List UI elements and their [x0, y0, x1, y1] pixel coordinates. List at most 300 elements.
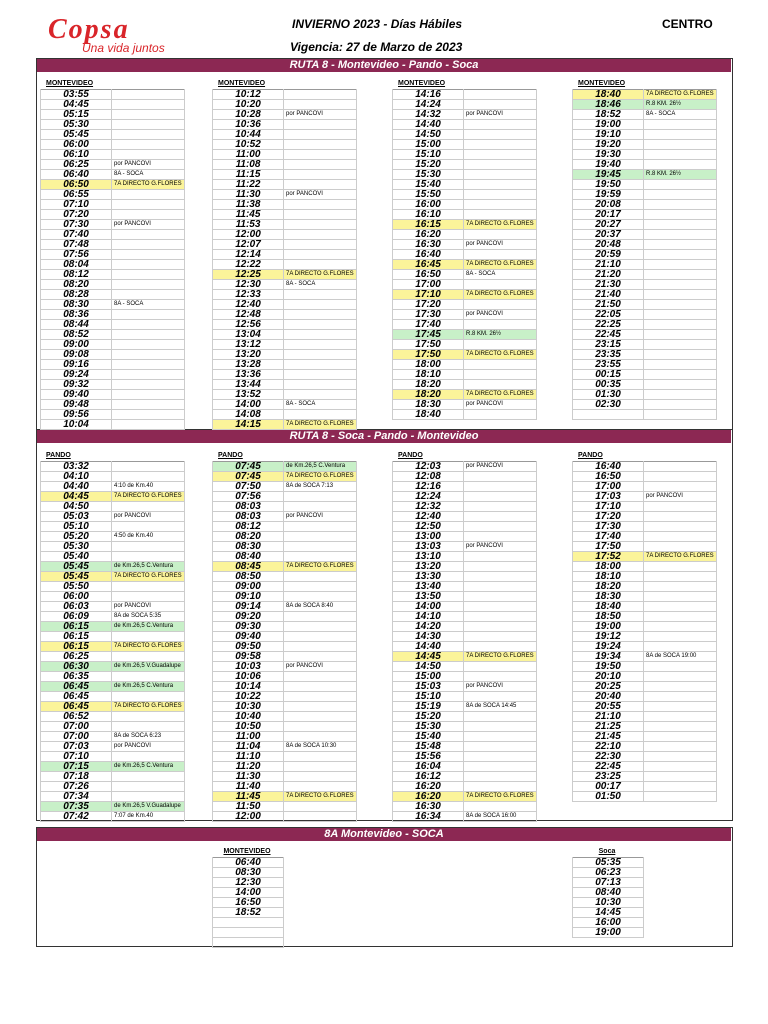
table-row: [213, 692, 357, 702]
departure-note: [464, 130, 537, 140]
table-row: [393, 552, 537, 562]
table-row: [213, 482, 357, 492]
table-row: [213, 908, 284, 918]
departure-time: 03:55: [41, 90, 112, 100]
table-row: [213, 812, 357, 822]
departure-time: 12:40: [393, 512, 464, 522]
departure-note: [112, 582, 185, 592]
departure-time: 13:44: [213, 380, 284, 390]
table-row: [41, 662, 185, 672]
departure-note: [284, 380, 357, 390]
departure-note: [284, 390, 357, 400]
table-row: [41, 220, 185, 230]
departure-note: [284, 150, 357, 160]
departure-note: [464, 762, 537, 772]
departure-note: [464, 210, 537, 220]
departure-time: 10:22: [213, 692, 284, 702]
timetable-column: [40, 79, 185, 430]
table-row: [393, 782, 537, 792]
table-row: [213, 792, 357, 802]
departure-note: [644, 622, 717, 632]
departure-note: por PANCOVI: [284, 512, 357, 522]
departure-note: [112, 380, 185, 390]
timetable: [212, 89, 357, 430]
departure-time: 09:30: [213, 622, 284, 632]
departure-note: [464, 742, 537, 752]
timetable: [392, 461, 537, 822]
departure-note: [112, 140, 185, 150]
table-row: [213, 898, 284, 908]
departure-time: 13:40: [393, 582, 464, 592]
table-row: [393, 712, 537, 722]
table-row: [41, 762, 185, 772]
departure-note: [284, 90, 357, 100]
table-row: [41, 340, 185, 350]
table-row: [573, 150, 717, 160]
departure-note: [464, 150, 537, 160]
table-row: [213, 732, 357, 742]
table-row: [41, 240, 185, 250]
departure-time: 12:50: [393, 522, 464, 532]
departure-time: 18:20: [573, 582, 644, 592]
departure-note: [644, 150, 717, 160]
departure-note: [284, 762, 357, 772]
departure-time: 08:28: [41, 290, 112, 300]
departure-note: [464, 120, 537, 130]
departure-time: 10:36: [213, 120, 284, 130]
timetable-column: [212, 451, 357, 822]
departure-time: 14:50: [393, 130, 464, 140]
column-header: MONTEVIDEO: [46, 80, 94, 87]
departure-time: 14:15: [213, 420, 284, 430]
table-row: [41, 682, 185, 692]
departure-time: 17:30: [393, 310, 464, 320]
departure-note: [284, 692, 357, 702]
departure-note: [284, 180, 357, 190]
departure-note: [644, 672, 717, 682]
departure-time: 14:08: [213, 410, 284, 420]
departure-time: 11:50: [213, 802, 284, 812]
departure-note: [284, 542, 357, 552]
table-row: [213, 462, 357, 472]
departure-note: 7A DIRECTO G.FLORES: [284, 792, 357, 802]
table-row: [573, 712, 717, 722]
departure-note: 8A - SOCA: [112, 170, 185, 180]
departure-note: [284, 260, 357, 270]
table-row: [393, 240, 537, 250]
departure-time: 05:45: [41, 562, 112, 572]
table-row: [573, 340, 717, 350]
table-row: [393, 772, 537, 782]
departure-note: de Km.26,5 C.Ventura: [112, 682, 185, 692]
table-row: [41, 380, 185, 390]
table-row: [213, 858, 284, 868]
table-row: [573, 400, 717, 410]
departure-note: [644, 210, 717, 220]
departure-time: 13:52: [213, 390, 284, 400]
departure-note: [284, 682, 357, 692]
table-row: [393, 602, 537, 612]
departure-time: 09:24: [41, 370, 112, 380]
table-row: [213, 320, 357, 330]
departure-time: 14:30: [393, 632, 464, 642]
table-row: [573, 110, 717, 120]
timetable-column: [572, 79, 717, 420]
departure-note: [284, 200, 357, 210]
table-row: [41, 400, 185, 410]
table-row: [393, 300, 537, 310]
departure-time: 16:00: [393, 200, 464, 210]
departure-time: 12:40: [213, 300, 284, 310]
table-row: [213, 180, 357, 190]
table-row: [41, 320, 185, 330]
departure-time: 07:00: [41, 732, 112, 742]
departure-time: 08:04: [41, 260, 112, 270]
departure-note: por PANCOVI: [464, 310, 537, 320]
departure-time: 14:00: [213, 400, 284, 410]
departure-note: [644, 180, 717, 190]
table-row: [213, 330, 357, 340]
departure-time: 18:52: [573, 110, 644, 120]
departure-time: 13:04: [213, 330, 284, 340]
table-row: [213, 110, 357, 120]
departure-time: 21:45: [573, 732, 644, 742]
departure-time: 07:10: [41, 200, 112, 210]
logo-tagline: Una vida juntos: [82, 41, 165, 55]
departure-time: 18:40: [393, 410, 464, 420]
departure-note: 4:10 de Km.40: [112, 482, 185, 492]
departure-note: [284, 582, 357, 592]
departure-time: 08:03: [213, 512, 284, 522]
table-row: [41, 572, 185, 582]
table-row: [573, 390, 717, 400]
departure-time: 23:15: [573, 340, 644, 350]
departure-time: 12:32: [393, 502, 464, 512]
departure-time: 07:26: [41, 782, 112, 792]
departure-note: [112, 370, 185, 380]
departure-note: [112, 420, 185, 430]
departure-note: R.8 KM. 26½: [644, 170, 717, 180]
departure-note: [284, 672, 357, 682]
departure-time: 18:20: [393, 380, 464, 390]
table-row: [41, 522, 185, 532]
table-row: [213, 918, 284, 928]
departure-note: [112, 280, 185, 290]
table-row: [213, 802, 357, 812]
departure-time: 04:10: [41, 472, 112, 482]
departure-note: 8A - SOCA: [284, 280, 357, 290]
table-row: [213, 170, 357, 180]
table-row: [41, 350, 185, 360]
table-row: [393, 592, 537, 602]
table-row: [41, 290, 185, 300]
departure-note: [284, 552, 357, 562]
departure-time: 05:35: [573, 858, 644, 868]
table-row: [573, 858, 644, 868]
departure-note: 7A DIRECTO G.FLORES: [112, 492, 185, 502]
departure-time: 19:00: [573, 622, 644, 632]
departure-time: 09:00: [213, 582, 284, 592]
departure-note: de Km.26,5 C.Ventura: [284, 462, 357, 472]
table-row: [393, 130, 537, 140]
departure-time: 13:36: [213, 370, 284, 380]
departure-note: [112, 290, 185, 300]
table-row: [573, 220, 717, 230]
table-row: [41, 230, 185, 240]
departure-note: [464, 502, 537, 512]
departure-time: 19:12: [573, 632, 644, 642]
departure-time: 16:50: [573, 472, 644, 482]
departure-note: [112, 200, 185, 210]
departure-note: por PANCOVI: [284, 662, 357, 672]
table-row: [393, 532, 537, 542]
departure-note: [464, 622, 537, 632]
departure-note: [464, 100, 537, 110]
table-row: [393, 522, 537, 532]
departure-note: [284, 220, 357, 230]
departure-time: 18:30: [573, 592, 644, 602]
departure-note: [644, 472, 717, 482]
departure-time: 07:56: [41, 250, 112, 260]
departure-time: 19:34: [573, 652, 644, 662]
departure-time: 16:34: [393, 812, 464, 822]
departure-note: 4:50 de Km.40: [112, 532, 185, 542]
table-row: [393, 722, 537, 732]
table-row: [573, 868, 644, 878]
departure-time: 06:03: [41, 602, 112, 612]
departure-time: 04:50: [41, 502, 112, 512]
departure-note: [464, 612, 537, 622]
departure-time: 19:45: [573, 170, 644, 180]
departure-note: 8A de SOCA 10:30: [284, 742, 357, 752]
departure-note: [112, 672, 185, 682]
departure-note: [644, 782, 717, 792]
departure-note: [284, 712, 357, 722]
departure-note: [284, 502, 357, 512]
departure-note: [284, 592, 357, 602]
timetable-column: [212, 847, 284, 948]
departure-note: [644, 370, 717, 380]
table-row: [573, 672, 717, 682]
departure-time: 21:50: [573, 300, 644, 310]
departure-time: [573, 410, 644, 420]
departure-note: [644, 310, 717, 320]
section-title-3: 8A Montevideo - SOCA: [37, 828, 731, 841]
table-row: [393, 672, 537, 682]
departure-note: por PANCOVI: [464, 462, 537, 472]
departure-note: [284, 170, 357, 180]
departure-time: 11:22: [213, 180, 284, 190]
table-row: [573, 320, 717, 330]
departure-note: [112, 472, 185, 482]
column-header: PANDO: [578, 452, 603, 459]
table-row: [41, 130, 185, 140]
departure-time: 19:00: [573, 120, 644, 130]
table-row: [573, 918, 644, 928]
departure-time: 18:20: [393, 390, 464, 400]
departure-time: 21:25: [573, 722, 644, 732]
table-row: [41, 502, 185, 512]
table-row: [41, 462, 185, 472]
table-row: [573, 582, 717, 592]
departure-note: [112, 260, 185, 270]
table-row: [41, 260, 185, 270]
timetable-column: [572, 451, 717, 802]
departure-time: 19:50: [573, 180, 644, 190]
table-row: [393, 732, 537, 742]
departure-time: 07:18: [41, 772, 112, 782]
departure-time: 21:40: [573, 290, 644, 300]
departure-note: [112, 360, 185, 370]
departure-time: 09:08: [41, 350, 112, 360]
departure-time: 07:15: [41, 762, 112, 772]
table-row: [213, 642, 357, 652]
departure-note: por PANCOVI: [284, 110, 357, 120]
table-row: [393, 230, 537, 240]
section-title-2: RUTA 8 - Soca - Pando - Montevideo: [37, 430, 731, 443]
table-row: [573, 732, 717, 742]
departure-time: 04:45: [41, 100, 112, 110]
departure-note: [284, 642, 357, 652]
departure-note: 8A de SOCA 19:00: [644, 652, 717, 662]
departure-note: [644, 200, 717, 210]
departure-note: [464, 300, 537, 310]
table-row: [573, 330, 717, 340]
table-row: [393, 100, 537, 110]
departure-note: [644, 140, 717, 150]
departure-note: [284, 250, 357, 260]
departure-note: 7A DIRECTO G.FLORES: [464, 260, 537, 270]
departure-note: [644, 340, 717, 350]
departure-note: por PANCOVI: [112, 742, 185, 752]
table-row: [213, 602, 357, 612]
departure-time: 08:45: [213, 562, 284, 572]
departure-note: 7A DIRECTO G.FLORES: [284, 472, 357, 482]
departure-note: [112, 320, 185, 330]
departure-note: [112, 462, 185, 472]
table-row: [393, 260, 537, 270]
table-row: [213, 672, 357, 682]
departure-note: [464, 522, 537, 532]
table-row: [573, 662, 717, 672]
departure-time: 13:10: [393, 552, 464, 562]
table-row: [393, 462, 537, 472]
table-row: [573, 350, 717, 360]
departure-note: [112, 90, 185, 100]
departure-note: 7A DIRECTO G.FLORES: [112, 180, 185, 190]
departure-time: 18:52: [213, 908, 284, 918]
table-row: [393, 752, 537, 762]
departure-note: [112, 632, 185, 642]
departure-note: [464, 802, 537, 812]
table-row: [573, 180, 717, 190]
departure-time: 16:10: [393, 210, 464, 220]
table-row: [213, 582, 357, 592]
departure-time: 07:45: [213, 462, 284, 472]
departure-time: 09:40: [213, 632, 284, 642]
departure-note: [464, 592, 537, 602]
departure-note: R.8 KM. 26½: [644, 100, 717, 110]
departure-time: 21:10: [573, 712, 644, 722]
departure-time: 17:10: [393, 290, 464, 300]
departure-time: 17:30: [573, 522, 644, 532]
table-row: [573, 722, 717, 732]
departure-time: 13:12: [213, 340, 284, 350]
zone-label: CENTRO: [662, 17, 713, 31]
departure-time: 08:36: [41, 310, 112, 320]
departure-time: 20:55: [573, 702, 644, 712]
departure-time: 07:42: [41, 812, 112, 822]
table-row: [41, 120, 185, 130]
departure-note: [644, 512, 717, 522]
departure-time: 07:50: [213, 482, 284, 492]
departure-time: 12:48: [213, 310, 284, 320]
departure-note: [644, 662, 717, 672]
departure-time: 18:00: [573, 562, 644, 572]
departure-time: 07:56: [213, 492, 284, 502]
departure-time: 17:45: [393, 330, 464, 340]
table-row: [393, 692, 537, 702]
table-row: [41, 492, 185, 502]
departure-note: [464, 552, 537, 562]
departure-time: 11:30: [213, 772, 284, 782]
departure-time: 08:30: [213, 542, 284, 552]
table-row: [41, 310, 185, 320]
table-row: [573, 250, 717, 260]
table-row: [213, 160, 357, 170]
table-row: [573, 190, 717, 200]
departure-note: [464, 492, 537, 502]
departure-time: 09:50: [213, 642, 284, 652]
table-row: [41, 210, 185, 220]
departure-note: [464, 90, 537, 100]
departure-time: 09:16: [41, 360, 112, 370]
departure-time: 15:10: [393, 150, 464, 160]
departure-time: 19:24: [573, 642, 644, 652]
departure-note: 8A de SOCA 5:35: [112, 612, 185, 622]
table-row: [213, 632, 357, 642]
departure-note: 8A de SOCA 14:45: [464, 702, 537, 712]
timetable: [40, 89, 185, 430]
table-row: [573, 742, 717, 752]
departure-time: 20:40: [573, 692, 644, 702]
table-row: [573, 462, 717, 472]
departure-time: 10:30: [213, 702, 284, 712]
departure-time: 20:37: [573, 230, 644, 240]
table-row: [213, 340, 357, 350]
departure-time: 14:32: [393, 110, 464, 120]
copsa-logo: [48, 14, 198, 55]
departure-time: 07:00: [41, 722, 112, 732]
departure-note: [112, 782, 185, 792]
table-row: [213, 622, 357, 632]
table-row: [41, 672, 185, 682]
table-row: [41, 542, 185, 552]
departure-note: [464, 482, 537, 492]
departure-time: 05:30: [41, 120, 112, 130]
table-row: [213, 682, 357, 692]
departure-note: [112, 120, 185, 130]
table-row: [213, 240, 357, 250]
departure-note: [112, 310, 185, 320]
departure-time: 20:25: [573, 682, 644, 692]
departure-time: 09:48: [41, 400, 112, 410]
departure-note: [284, 522, 357, 532]
departure-time: 16:40: [393, 250, 464, 260]
departure-time: 20:27: [573, 220, 644, 230]
table-row: [41, 160, 185, 170]
departure-note: [644, 522, 717, 532]
